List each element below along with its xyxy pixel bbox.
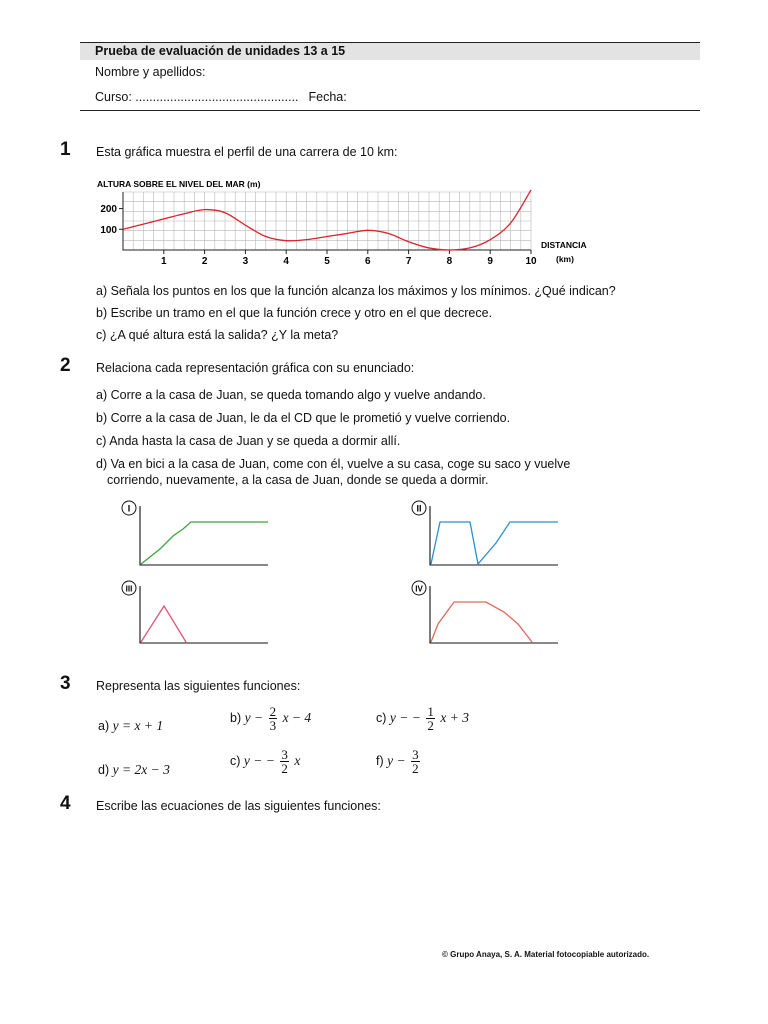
course-field-label: Curso: ............................................... (95, 90, 299, 104)
x-tick-label: 3 (242, 256, 249, 267)
test-title: Prueba de evaluación de unidades 13 a 15 (80, 42, 700, 60)
graph-iii-label: III (125, 584, 133, 594)
copyright-footer: © Grupo Anaya, S. A. Material fotocopiable autorizado. (442, 950, 650, 959)
question-number-1: 1 (60, 139, 71, 160)
q3-d-expr: y = 2x − 3 (112, 762, 170, 777)
y-tick-label: 100 (100, 224, 117, 236)
graph-i-axes (140, 506, 268, 565)
chart-ylabel: ALTURA SOBRE EL NIVEL DEL MAR (m) (97, 179, 261, 189)
q3-function-e (230, 748, 300, 775)
q3-c-post: x + 3 (440, 709, 469, 725)
y-tick-label: 200 (100, 204, 117, 216)
q3-f-label: f) (376, 753, 384, 768)
graph-iii-line (141, 606, 186, 642)
q1-part-a: a) Señala los puntos en los que la función alcanza los máximos y los mínimos. ¿Qué indican? (96, 284, 616, 298)
q2-statement-d-line2: corriendo, nuevamente, a la casa de Juan, donde se queda a dormir. (107, 473, 489, 487)
q2-statement-d-line1: d) Va en bici a la casa de Juan, come con él, vuelve a su casa, coge su saco y vuelve (96, 457, 571, 471)
race-profile-chart (90, 172, 610, 272)
question-number-3: 3 (60, 673, 71, 694)
q3-a-expr: y = x + 1 (112, 718, 164, 733)
q3-a-label: a) (98, 719, 110, 733)
q3-function-a (98, 718, 163, 734)
course-date-row (80, 84, 700, 111)
x-tick-label: 1 (161, 256, 167, 267)
q2-statement-b: b) Corre a la casa de Juan, le da el CD que le prometió y vuelve corriendo. (96, 411, 511, 425)
q3-e-post: x (294, 752, 301, 768)
q3-function-b (230, 705, 311, 732)
question-number-4: 4 (60, 793, 71, 814)
q3-function-f (376, 748, 422, 775)
q3-f-fraction: $\frac{3}{2}$ (412, 747, 419, 776)
q3-e-pre: y − − (243, 752, 275, 768)
date-field-label: Fecha: (308, 90, 347, 104)
q3-function-d (98, 762, 170, 778)
graph-iv (408, 578, 568, 650)
graph-iv-label: IV (415, 584, 423, 594)
q3-c-pre: y − − (389, 709, 421, 725)
x-tick-label: 2 (201, 256, 208, 267)
chart-xlabel-1: DISTANCIA (541, 240, 587, 250)
graph-iii (118, 578, 278, 650)
x-tick-label: 9 (487, 256, 493, 267)
test-header (80, 42, 700, 111)
x-tick-label: 10 (525, 256, 537, 267)
q1-part-b: b) Escribe un tramo en el que la función crece y otro en el que decrece. (96, 306, 493, 320)
x-tick-label: 6 (365, 256, 371, 267)
q3-b-fraction: $\frac{2}{3}$ (269, 704, 277, 733)
q2-intro: Relaciona cada representación gráfica con su enunciado: (96, 361, 415, 375)
graph-i-label: I (127, 503, 131, 514)
q3-b-label: b) (230, 710, 242, 725)
q3-b-post: x − 4 (282, 709, 312, 725)
graph-ii-line (431, 522, 558, 564)
x-tick-label: 5 (324, 256, 330, 267)
q3-e-label: c) (230, 753, 241, 768)
graph-ii-label: II (416, 503, 422, 514)
q3-e-fraction: $\frac{3}{2}$ (281, 747, 288, 776)
x-tick-label: 8 (446, 256, 453, 267)
graph-i-line (141, 522, 268, 564)
q2-statement-c: c) Anda hasta la casa de Juan y se queda a dormir allí. (96, 434, 401, 448)
q1-part-c: c) ¿A qué altura está la salida? ¿Y la meta? (96, 328, 339, 342)
q3-b-pre: y − (244, 709, 264, 725)
q3-intro: Representa las siguientes funciones: (96, 679, 301, 693)
x-tick-label: 4 (283, 256, 289, 267)
graph-iv-axes (430, 586, 558, 643)
name-field-label: Nombre y apellidos: (95, 65, 206, 79)
graph-iv-line (431, 602, 532, 642)
chart-grid (123, 192, 531, 250)
q3-d-label: d) (98, 763, 110, 777)
q1-intro: Esta gráfica muestra el perfil de una carrera de 10 km: (96, 145, 398, 159)
q2-statement-a: a) Corre a la casa de Juan, se queda tomando algo y vuelve andando. (96, 388, 486, 402)
graph-i (118, 498, 278, 570)
x-tick-label: 7 (405, 256, 412, 267)
q3-c-label: c) (376, 710, 387, 725)
graph-ii (408, 498, 568, 570)
q3-function-c (376, 705, 469, 732)
question-number-2: 2 (60, 355, 71, 376)
chart-tick-labels (100, 204, 537, 267)
graph-ii-axes (430, 506, 558, 565)
chart-xlabel-2: (km) (556, 254, 574, 264)
q4-intro: Escribe las ecuaciones de las siguientes funciones: (96, 799, 381, 813)
q3-c-fraction: $\frac{1}{2}$ (427, 704, 434, 733)
q3-f-pre: y − (387, 752, 406, 768)
